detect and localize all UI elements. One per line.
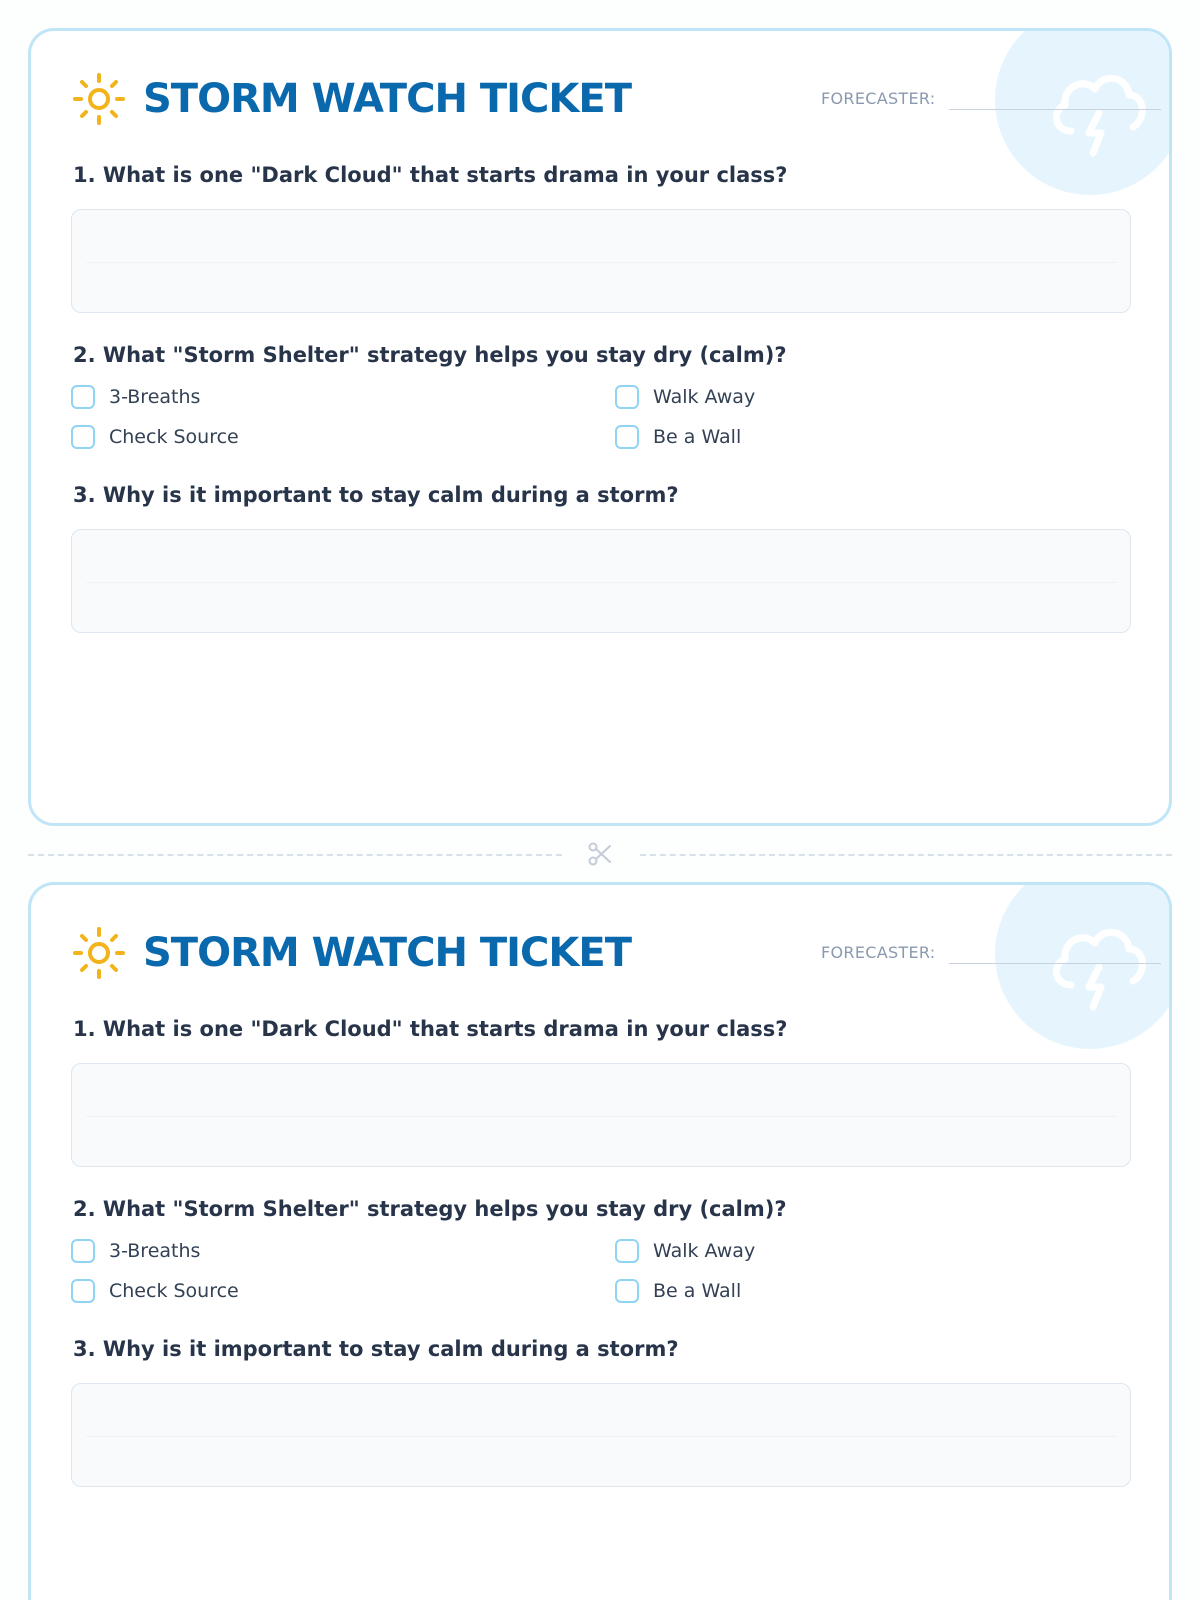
ticket-header [71, 925, 1131, 981]
writing-line [86, 582, 1116, 583]
checkbox[interactable] [71, 385, 95, 409]
forecaster-name-line[interactable] [949, 963, 1161, 964]
option-check-source[interactable] [71, 423, 239, 451]
question-2: 2. What "Storm Shelter" strategy helps you stay dry (calm)? [73, 1197, 787, 1221]
option-3-breaths[interactable] [71, 383, 200, 411]
answer-box-3[interactable] [71, 1383, 1131, 1487]
forecaster-name-line[interactable] [949, 109, 1161, 110]
checkbox[interactable] [615, 1239, 639, 1263]
cut-line [640, 854, 1172, 856]
scissors-icon [586, 840, 614, 868]
question-3: 3. Why is it important to stay calm during a storm? [73, 1337, 679, 1361]
answer-box-3[interactable] [71, 529, 1131, 633]
ticket-header [71, 71, 1131, 127]
ticket-card [28, 28, 1172, 826]
option-be-a-wall[interactable] [615, 1277, 741, 1305]
question-3: 3. Why is it important to stay calm during a storm? [73, 483, 679, 507]
question-1: 1. What is one "Dark Cloud" that starts drama in your class? [73, 163, 788, 187]
ticket-title: STORM WATCH TICKET [143, 76, 631, 122]
checkbox[interactable] [71, 1239, 95, 1263]
ticket-title: STORM WATCH TICKET [143, 930, 631, 976]
forecaster-label: FORECASTER: [821, 89, 936, 108]
checkbox[interactable] [615, 425, 639, 449]
answer-box-1[interactable] [71, 1063, 1131, 1167]
option-label: Walk Away [653, 1240, 756, 1262]
option-label: 3-Breaths [109, 386, 201, 408]
checkbox[interactable] [615, 385, 639, 409]
option-3-breaths[interactable] [71, 1237, 200, 1265]
question-1: 1. What is one "Dark Cloud" that starts drama in your class? [73, 1017, 788, 1041]
writing-line [86, 1116, 1116, 1117]
sun-icon [71, 71, 127, 127]
option-label: Walk Away [653, 386, 756, 408]
sun-icon [71, 925, 127, 981]
ticket-card [28, 882, 1172, 1600]
checkbox[interactable] [615, 1279, 639, 1303]
option-label: Be a Wall [653, 426, 742, 448]
question-2: 2. What "Storm Shelter" strategy helps you stay dry (calm)? [73, 343, 787, 367]
option-label: Check Source [109, 1280, 239, 1302]
option-walk-away[interactable] [615, 383, 755, 411]
writing-line [86, 262, 1116, 263]
option-check-source[interactable] [71, 1277, 239, 1305]
option-be-a-wall[interactable] [615, 423, 741, 451]
option-label: Be a Wall [653, 1280, 742, 1302]
cut-line [28, 854, 562, 856]
forecaster-label: FORECASTER: [821, 943, 936, 962]
checkbox[interactable] [71, 1279, 95, 1303]
checkbox[interactable] [71, 425, 95, 449]
answer-box-1[interactable] [71, 209, 1131, 313]
option-label: 3-Breaths [109, 1240, 201, 1262]
option-label: Check Source [109, 426, 239, 448]
option-walk-away[interactable] [615, 1237, 755, 1265]
writing-line [86, 1436, 1116, 1437]
